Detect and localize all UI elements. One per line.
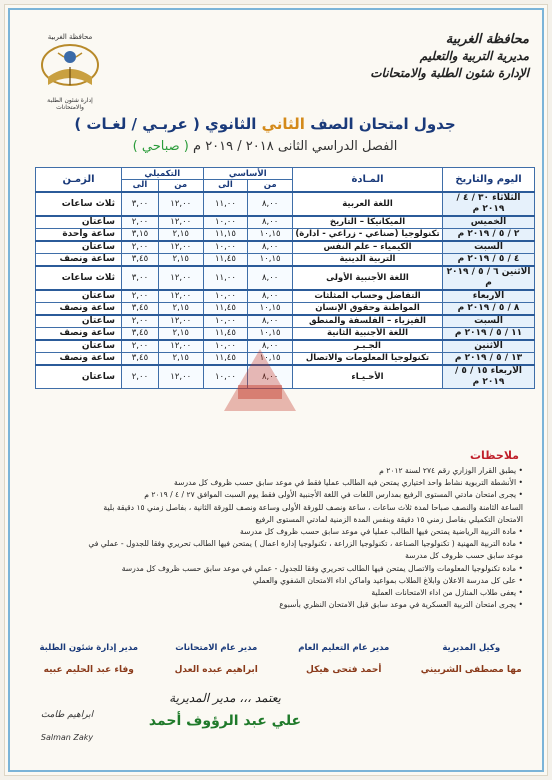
row-supp-to: ٣,٠٠ <box>122 266 159 290</box>
row-subject: اللغة العربية <box>293 192 443 216</box>
sig-title: مدير إدارة شئون الطلبة <box>39 643 139 653</box>
row-subject: المواطنة وحقوق الإنسان <box>293 302 443 315</box>
row-basic-to: ١٠,٠٠ <box>203 290 248 303</box>
row-duration: ساعة ونصف <box>36 352 122 365</box>
row-basic-from: ١٠,١٥ <box>248 228 293 241</box>
row-duration: ثلاث ساعات <box>36 266 122 290</box>
row-supp-to: ٣,٤٥ <box>122 302 159 315</box>
note-item: • على كل مدرسة الاعلان وابلاغ الطلاب بمواعيد واماكن اداء الامتحان الشفوي والعملي <box>23 575 523 587</box>
table-row <box>36 253 535 266</box>
schedule-subtitle <box>65 139 465 154</box>
row-duration: ساعتان <box>36 365 122 389</box>
row-basic-from: ١٠,١٥ <box>248 253 293 266</box>
row-subject: الفيزياء – الفلسفة والمنطق <box>293 315 443 328</box>
signature-titles <box>25 643 535 653</box>
col-basic: الأساسي <box>203 168 292 180</box>
row-supp-from: ٢,١٥ <box>158 253 203 266</box>
document-page <box>4 4 548 776</box>
row-subject: الجـبـر <box>293 340 443 353</box>
note-item: • يعفى طلاب المنازل من اداء الامتحانات العملية <box>23 587 523 599</box>
row-basic-to: ١٠,٠٠ <box>203 241 248 254</box>
table-row <box>36 266 535 290</box>
row-basic-to: ١١,١٥ <box>203 228 248 241</box>
note-item: • الأنشطة التربوية نشاط واحد اختياري يمتحن فيه الطالب عمليا فقط في موعد سابق حسب ظروف كل مدرسة <box>23 477 523 489</box>
row-basic-from: ١٠,١٥ <box>248 327 293 340</box>
row-supp-to: ٢,٠٠ <box>122 365 159 389</box>
note-item: موعد سابق حسب ظروف كل مدرسة <box>405 551 523 561</box>
table-row <box>36 315 535 328</box>
director-name: علي عبد الرؤوف أحمد <box>148 713 302 729</box>
table-row <box>36 216 535 229</box>
col-supplementary: التكميلي <box>122 168 204 180</box>
row-subject: تكنولوجيا (صناعي - زراعي - ادارة) <box>293 228 443 241</box>
title-prefix: جدول امتحان الصف <box>310 115 456 133</box>
col-supp-to: الى <box>122 180 159 192</box>
notes-heading: ملاحظات <box>470 449 519 462</box>
row-day: ١٣ / ٥ / ٢٠١٩ م <box>443 352 535 365</box>
row-supp-to: ٣,٤٥ <box>122 352 159 365</box>
note-item: الامتحان التكميلي بفاصل زمني ١٥ دقيقة وبنفس المدة الزمنية لمادتي المستوى الرفيع <box>255 514 523 524</box>
row-supp-from: ٢,١٥ <box>158 302 203 315</box>
subtitle-period: ( صباحي ) <box>132 139 189 154</box>
note-item: • مادة التربية الرياضية يمتحن فيها الطالب عمليا في موعد سابق حسب ظروف كل مدرسة <box>23 526 523 538</box>
row-supp-to: ٣,١٥ <box>122 228 159 241</box>
title-grade: الثاني <box>261 115 305 133</box>
subtitle-term: الفصل الدراسي الثانى ٢٠١٨ / ٢٠١٩ م <box>193 139 398 154</box>
row-supp-from: ٢,١٥ <box>158 228 203 241</box>
row-supp-to: ٢,٠٠ <box>122 216 159 229</box>
row-supp-from: ١٢,٠٠ <box>158 241 203 254</box>
row-basic-to: ١٠,٠٠ <box>203 365 248 389</box>
row-basic-to: ١١,٠٠ <box>203 192 248 216</box>
col-basic-to: الى <box>203 180 248 192</box>
row-supp-from: ١٢,٠٠ <box>158 216 203 229</box>
table-row <box>36 327 535 340</box>
row-basic-to: ١١,٤٥ <box>203 253 248 266</box>
note-item: • يجرى امتحان مادتي المستوى الرفيع بمدارس اللغات في اللغة الأجنبية الأولى فقط يوم السبت الموافق ٢٧ / ٤ / ٢٠١٩ م <box>23 489 523 501</box>
sig-name: مها مصطفى الشربيني <box>420 665 522 675</box>
row-basic-from: ٨,٠٠ <box>248 340 293 353</box>
row-basic-from: ١٠,١٥ <box>248 302 293 315</box>
table-row <box>36 365 535 389</box>
sig-name: أحمد فتحى هيكل <box>306 665 382 675</box>
row-duration: ساعة ونصف <box>36 302 122 315</box>
note-item: • يطبق القرار الوزاري رقم ٢٧٤ لسنة ٢٠١٢ م <box>23 465 523 477</box>
sig-title: وكيل المديرية <box>442 643 501 653</box>
row-supp-to: ٣,٤٥ <box>122 253 159 266</box>
row-duration: ساعتان <box>36 290 122 303</box>
row-duration: ساعتان <box>36 315 122 328</box>
row-duration: ثلاث ساعات <box>36 192 122 216</box>
col-subject: المـادة <box>293 168 443 192</box>
row-subject: اللغة الأجنبية الأولى <box>293 266 443 290</box>
row-supp-from: ٢,١٥ <box>158 352 203 365</box>
note-item: • يجرى امتحان التربية العسكرية في موعد سابق قبل الامتحان النظري بأسبوع <box>23 599 523 611</box>
stamp-latin-name: Salman Zaky <box>40 733 94 742</box>
table-row <box>36 290 535 303</box>
table-row <box>36 192 535 216</box>
row-basic-to: ١٠,٠٠ <box>203 340 248 353</box>
row-subject: الكيمياء – علم النفس <box>293 241 443 254</box>
note-item: • مادة التربية المهنية ( تكنولوجيا الصناعة ، تكنولوجيا الزراعة ، تكنولوجيا إدارة اعمال ) يمتحن فيها الطالب تحريري وفقا للجدول - عملي في <box>23 538 523 550</box>
table-row <box>36 340 535 353</box>
row-supp-to: ٣,٠٠ <box>122 192 159 216</box>
row-subject: الأحـيـاء <box>293 365 443 389</box>
row-basic-to: ١١,٤٥ <box>203 302 248 315</box>
row-subject: التفاضل وحساب المثلثات <box>293 290 443 303</box>
row-basic-to: ١١,٠٠ <box>203 266 248 290</box>
col-time: الزمـن <box>36 168 122 192</box>
row-subject: اللغة الأجنبية الثانية <box>293 327 443 340</box>
row-day: الخميس <box>443 216 535 229</box>
row-basic-to: ١١,٤٥ <box>203 327 248 340</box>
schedule-title <box>65 115 465 133</box>
directorate-logo <box>35 33 105 111</box>
row-day: السبت <box>443 315 535 328</box>
row-basic-from: ٨,٠٠ <box>248 315 293 328</box>
header-directorate: مديرية التربية والتعليم <box>419 49 529 63</box>
table-row <box>36 302 535 315</box>
header-department: الإدارة شئون الطلبة والامتحانات <box>370 66 529 80</box>
row-supp-to: ٢,٠٠ <box>122 241 159 254</box>
row-day: الاثنين ٦ / ٥ / ٢٠١٩ م <box>443 266 535 290</box>
row-basic-to: ١٠,٠٠ <box>203 216 248 229</box>
col-day: اليوم والتاريخ <box>443 168 535 192</box>
stamp-arabic-name: ابراهيم طامث <box>40 710 94 720</box>
row-basic-from: ١٠,١٥ <box>248 352 293 365</box>
row-supp-from: ١٢,٠٠ <box>158 315 203 328</box>
row-subject: تكنولوجيا المعلومات والاتصال <box>293 352 443 365</box>
row-subject: الميكانيكا – التاريخ <box>293 216 443 229</box>
sig-name: ابراهيم عبده العدل <box>174 665 258 675</box>
note-item: • مادة تكنولوجيا المعلومات والاتصال يمتحن فيها الطالب تحريري وفقا للجدول - عملي في موعد سابق حسب ظروف كل مدرسة <box>23 563 523 575</box>
row-basic-from: ٨,٠٠ <box>248 241 293 254</box>
row-basic-from: ٨,٠٠ <box>248 216 293 229</box>
table-row <box>36 352 535 365</box>
row-basic-to: ١٠,٠٠ <box>203 315 248 328</box>
logo-bottom-text: إدارة شئون الطلبة والامتحانات <box>47 97 93 111</box>
row-basic-to: ١١,٤٥ <box>203 352 248 365</box>
signature-names <box>25 665 535 675</box>
row-basic-from: ٨,٠٠ <box>248 192 293 216</box>
row-supp-to: ٢,٠٠ <box>122 290 159 303</box>
row-supp-from: ٢,١٥ <box>158 327 203 340</box>
row-duration: ساعة ونصف <box>36 327 122 340</box>
logo-top-text: محافظة الغربية <box>47 33 93 41</box>
row-day: الأربعاء <box>443 290 535 303</box>
ministry-header <box>359 31 529 82</box>
row-day: السبت <box>443 241 535 254</box>
notes-list <box>23 465 523 611</box>
row-basic-from: ٨,٠٠ <box>248 266 293 290</box>
row-duration: ساعة واحدة <box>36 228 122 241</box>
title-suffix: الثانوي ( عربـي / لغـات ) <box>74 115 257 133</box>
row-supp-to: ٣,٤٥ <box>122 327 159 340</box>
row-supp-to: ٢,٠٠ <box>122 315 159 328</box>
row-day: ٢ / ٥ / ٢٠١٩ م <box>443 228 535 241</box>
row-duration: ساعة ونصف <box>36 253 122 266</box>
row-day: الثلاثاء ٣٠ / ٤ / ٢٠١٩ م <box>443 192 535 216</box>
row-basic-from: ٨,٠٠ <box>248 365 293 389</box>
row-day: ٨ / ٥ / ٢٠١٩ م <box>443 302 535 315</box>
row-supp-from: ١٢,٠٠ <box>158 290 203 303</box>
row-supp-from: ١٢,٠٠ <box>158 266 203 290</box>
col-basic-from: من <box>248 180 293 192</box>
note-item: الساعة الثامنة والنصف صباحا لمدة ثلاث ساعات ، ساعة ونصف للورقة الأولى وساعة ونصف للورقة الثانية ، بفاصل زمني ١٥ دقيقة بلية <box>103 502 523 512</box>
col-supp-from: من <box>158 180 203 192</box>
row-subject: التربية الدينية <box>293 253 443 266</box>
row-supp-from: ١٢,٠٠ <box>158 192 203 216</box>
sig-title: مدير عام التعليم العام <box>298 643 390 653</box>
row-duration: ساعتان <box>36 340 122 353</box>
row-supp-from: ١٢,٠٠ <box>158 365 203 389</box>
row-basic-from: ٨,٠٠ <box>248 290 293 303</box>
row-day: ١١ / ٥ / ٢٠١٩ م <box>443 327 535 340</box>
book-emblem-icon <box>38 41 102 97</box>
header-governorate: محافظة الغربية <box>445 32 529 47</box>
row-supp-from: ١٢,٠٠ <box>158 340 203 353</box>
sig-title: مدير عام الامتحانات <box>175 643 258 653</box>
sig-name: وفاء عبد الحليم عبيه <box>43 665 134 675</box>
row-day: الأربعاء ١٥ / ٥ / ٢٠١٩ م <box>443 365 535 389</box>
row-day: ٤ / ٥ / ٢٠١٩ م <box>443 253 535 266</box>
exam-schedule-table <box>35 167 535 389</box>
row-day: الاثنين <box>443 340 535 353</box>
row-duration: ساعتان <box>36 216 122 229</box>
row-supp-to: ٢,٠٠ <box>122 340 159 353</box>
table-row <box>36 241 535 254</box>
row-duration: ساعتان <box>36 241 122 254</box>
table-row <box>36 228 535 241</box>
approval-line: يعتمد ،،، مدير المديرية <box>169 691 281 705</box>
